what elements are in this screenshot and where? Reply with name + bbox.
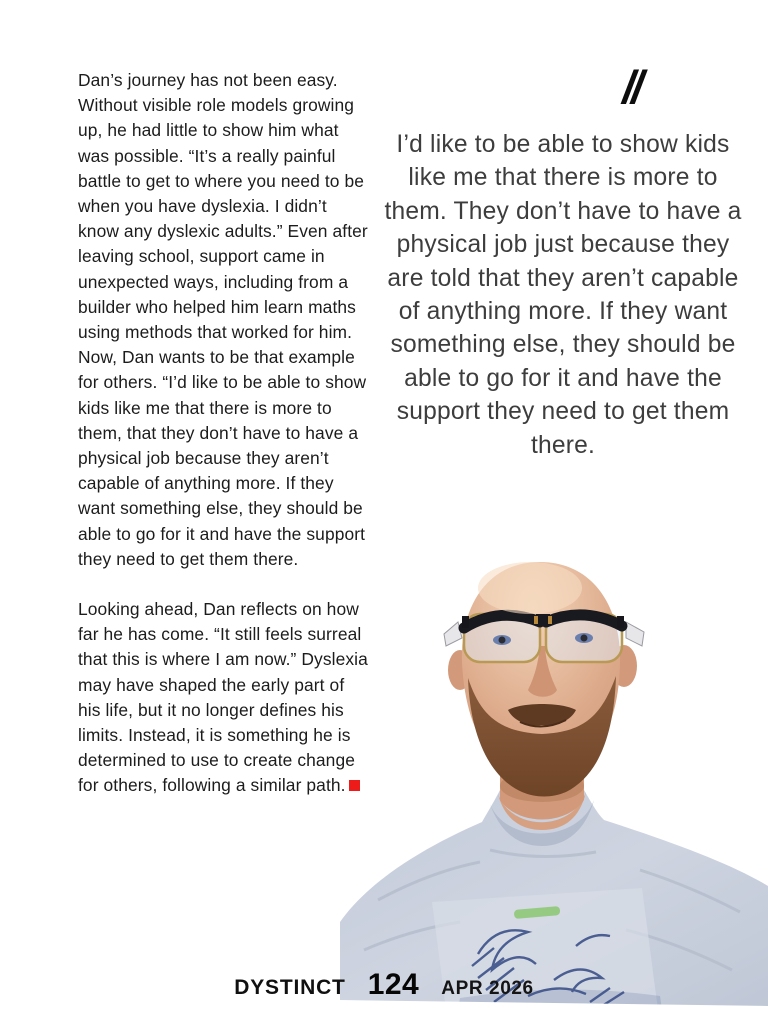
magazine-name: DYSTINCT: [234, 976, 346, 999]
photo-head: [444, 562, 644, 797]
article-paragraph-text: Looking ahead, Dan reflects on how far he has come. “It still feels surreal that this is where I am now.” Dyslexia may have shaped the early part of his life, but it no longer defines his limits. Instead, it is something he is determined to use to create change for others, following a similar path.: [78, 599, 368, 796]
pullquote-section: [383, 58, 743, 462]
article-body-column: [78, 68, 368, 824]
pullquote-text: I’d like to be able to show kids like me that there is more to them. They don’t have to have a physical job just because they are told that they aren’t capable of anything more. If they want something else, they should be able to go for it and have the support they need to get them there.: [384, 131, 742, 459]
issue-date: APR 2026: [441, 978, 534, 999]
page-number: 124: [367, 968, 420, 1001]
quotation-mark-icon: //: [622, 61, 640, 113]
page-footer: [0, 968, 768, 1002]
article-paragraph: Dan’s journey has not been easy. Without visible role models growing up, he had little to show him what was possible. “It’s a really painful battle to get to where you need to be when you have dyslexia. I didn’t know any dyslexic adults.” Even after leaving school, support came in unexpected ways, including from a builder who helped him learn maths using methods that worked for him. Now, Dan wants to be that example for others. “I’d like to be able to show kids like me that there is more to them, that they don’t have to have a physical job because they aren’t capable of anything more. If they want something else, they should be able to go for it and have the support they need to get them there.: [78, 70, 368, 569]
article-paragraph: [78, 597, 368, 799]
portrait-photo: [340, 550, 768, 1010]
